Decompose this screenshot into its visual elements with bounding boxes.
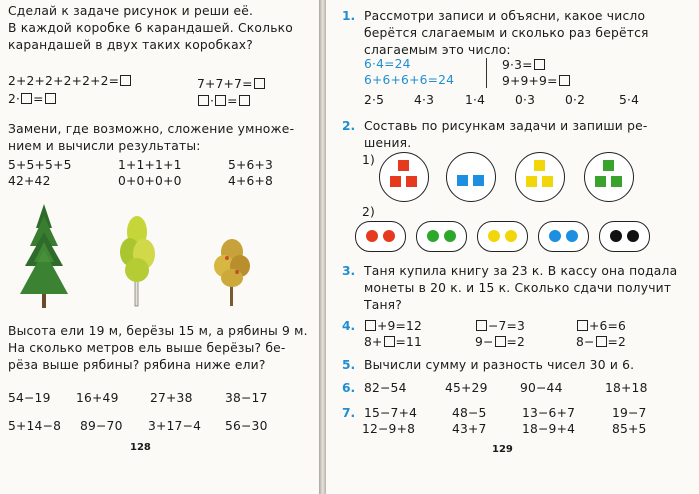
height-task-line-1: Высота ели 19 м, берёзы 15 м, а рябины 9 м. [8,324,308,338]
equation-box: 9− =2 [475,335,526,349]
task-6-expr: 90−44 [520,381,563,395]
height-task-line-2: На сколько метров ель выше берёзы? бе- [8,341,286,355]
answer-box [198,95,209,106]
square-shape [406,176,417,187]
dot-shape [627,230,639,242]
calc-expr: 27+38 [150,391,193,405]
dots-pill [599,221,650,252]
task-7-expr: 43+7 [452,422,487,436]
square-shape [595,176,606,187]
replace-expr: 0+0+0+0 [118,174,182,188]
replace-task-line-1: Замени, где возможно, сложение умноже- [8,122,295,136]
task-7-number: 7. [342,406,356,420]
task-2-number: 2. [342,119,356,133]
task-7-expr: 48−5 [452,406,487,420]
replace-expr: 4+6+8 [228,174,274,188]
example-sum: 6+6+6+6=24 [364,73,455,87]
task-7-expr: 15−7+4 [364,406,418,420]
task-7-expr: 13−6+7 [522,406,576,420]
dot-shape [444,230,456,242]
page-number-left: 128 [130,442,151,453]
answer-box [596,336,607,347]
equation-box: 8− =2 [576,335,627,349]
answer-box [120,75,131,86]
task-2-line-1: Составь по рисункам задачи и запиши ре- [364,119,648,133]
dots-pill [355,221,406,252]
dots-pill [538,221,589,252]
picture-label-2: 2) [362,205,376,219]
product-item: 5·4 [619,93,640,107]
equation-box: +9=12 [364,318,422,334]
square-shape [534,160,545,171]
square-shape [542,176,553,187]
replace-expr: 5+5+5+5 [8,158,72,172]
square-shape [398,160,409,171]
birch-tree-illustration [115,212,159,308]
replace-expr: 5+6+3 [228,158,274,172]
mul-expression: 2· = [8,91,57,107]
product-item: 0·3 [515,93,536,107]
task-3-line-2: монеты в 20 к. и 15 к. Сколько сдачи получит [364,281,672,295]
calc-expr: 38−17 [225,391,268,405]
replace-expr: 1+1+1+1 [118,158,182,172]
dot-shape [549,230,561,242]
left-page [0,0,321,494]
square-shape [526,176,537,187]
replace-task-line-2: нием и вычисли результаты: [8,139,201,153]
answer-box [215,95,226,106]
dot-shape [566,230,578,242]
squares-circle-yellow [515,152,565,202]
calc-expr: 3+17−4 [148,419,202,433]
task-4-number: 4. [342,319,356,333]
task-3-number: 3. [342,264,356,278]
square-shape [611,176,622,187]
replace-expr: 42+42 [8,174,51,188]
task-3-line-1: Таня купила книгу за 23 к. В кассу она подала [364,264,678,278]
equation-box: +6=6 [576,318,626,334]
picture-label-1: 1) [362,153,376,167]
calc-expr: 56−30 [225,419,268,433]
answer-box [495,336,506,347]
page-number-right: 129 [492,444,513,455]
task-1-line-1: Рассмотри записи и объясни, какое число [364,9,646,23]
intro-line-3: карандашей в двух таких коробках? [8,38,254,52]
squares-circle-blue [446,152,496,202]
nine-sum: 9+9+9= [502,73,571,89]
calc-expr: 5+14−8 [8,419,62,433]
dot-shape [610,230,622,242]
task-1-line-2: берётся слагаемым и сколько раз берётся [364,26,649,40]
answer-box [577,320,588,331]
squares-circle-green [584,152,634,202]
calc-expr: 54−19 [8,391,51,405]
task-2-line-2: шения. [364,136,412,150]
intro-line-1: Сделай к задаче рисунок и реши её. [8,4,254,18]
sevens-mul-expression: · = [197,93,251,109]
answer-box [534,59,545,70]
dot-shape [488,230,500,242]
product-item: 2·5 [364,93,385,107]
task-7-expr: 19−7 [612,406,647,420]
answer-box [239,95,250,106]
answer-box [365,320,376,331]
task-6-expr: 82−54 [364,381,407,395]
task-7-expr: 18−9+4 [522,422,576,436]
task-5-number: 5. [342,358,356,372]
answer-box [476,320,487,331]
task-7-expr: 85+5 [612,422,647,436]
task-5-text: Вычисли сумму и разность чисел 30 и 6. [364,358,635,372]
square-shape [603,160,614,171]
equation-box: 8+ =11 [364,335,423,349]
task-1-line-3: слагаемым это число: [364,43,511,57]
dots-pill [477,221,528,252]
calc-expr: 16+49 [76,391,119,405]
answer-box [21,93,32,104]
nine-product: 9·3= [502,57,546,73]
answer-box [384,336,395,347]
sevens-expression: 7+7+7= [197,76,266,92]
task-7-expr: 12−9+8 [362,422,416,436]
dot-shape [427,230,439,242]
dot-shape [505,230,517,242]
equation-box: −7=3 [475,318,525,334]
sum-expression: 2+2+2+2+2+2= [8,73,132,89]
task-3-line-3: Таня? [364,298,403,312]
product-item: 0·2 [565,93,586,107]
dot-shape [383,230,395,242]
answer-box [254,78,265,89]
product-item: 1·4 [465,93,486,107]
calc-expr: 89−70 [80,419,123,433]
square-shape [390,176,401,187]
product-item: 4·3 [414,93,435,107]
divider-line [486,58,487,88]
spruce-tree-illustration [16,202,72,312]
square-shape [473,175,484,186]
height-task-line-3: рёза выше рябины? рябина ниже ели? [8,358,266,372]
dot-shape [366,230,378,242]
dots-pill [416,221,467,252]
task-6-expr: 45+29 [445,381,488,395]
task-6-number: 6. [342,381,356,395]
answer-box [45,93,56,104]
square-shape [457,175,468,186]
task-6-expr: 18+18 [605,381,648,395]
squares-circle-red [379,152,429,202]
answer-box [559,75,570,86]
task-1-number: 1. [342,9,356,23]
example-product: 6·4=24 [364,57,411,71]
rowan-tree-illustration [212,236,252,308]
intro-line-2: В каждой коробке 6 карандашей. Сколько [8,21,294,35]
right-page [326,0,699,494]
